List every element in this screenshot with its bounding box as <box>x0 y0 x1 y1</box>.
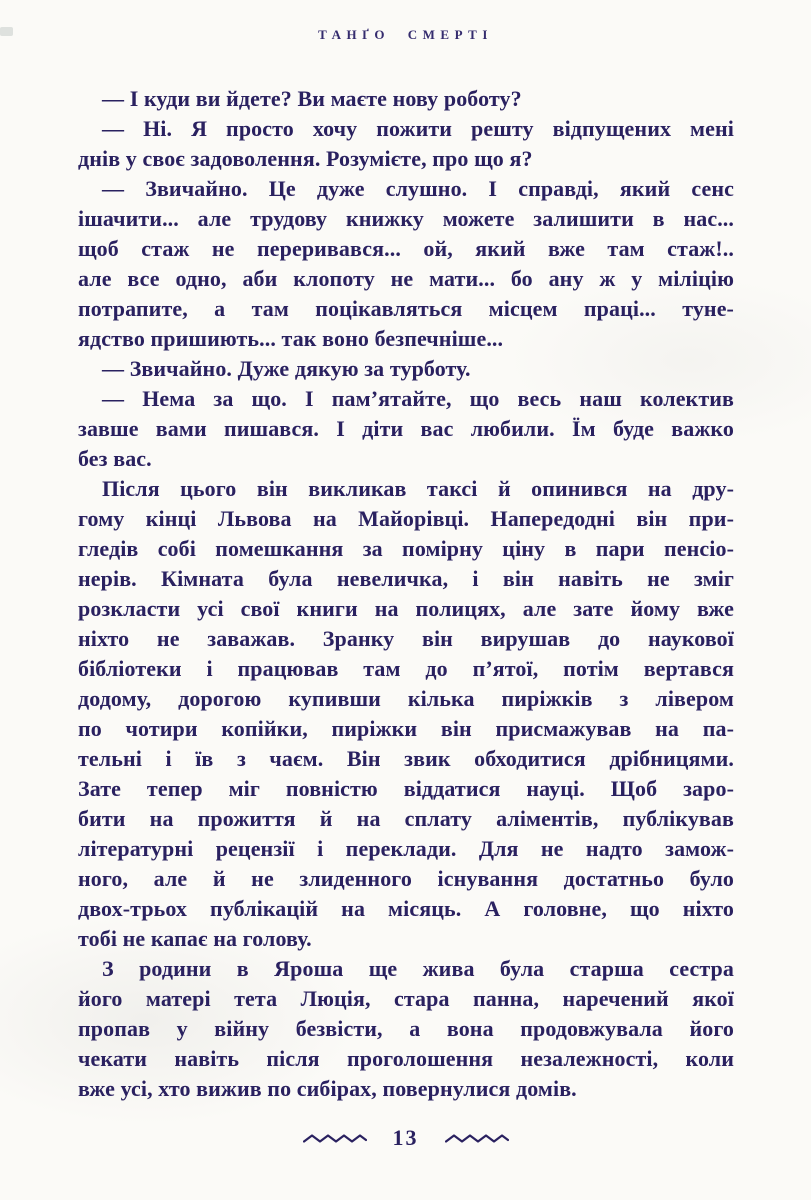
text-line: — Звичайно. Це дуже слушно. І справді, який сенс <box>102 176 734 201</box>
text-line: Зате тепер міг повністю віддатися науці. Щоб заро- <box>78 776 734 801</box>
paragraph <box>78 954 734 1104</box>
text-line: ного, але й не злиденного існування достатньо було <box>78 866 734 891</box>
text-line: ніхто не заважав. Зранку він вирушав до наукової <box>78 626 734 651</box>
text-line: вже усі, хто вижив по сибірах, повернулися домів. <box>78 1076 577 1101</box>
text-line: літературні рецензії і переклади. Для не надто замож- <box>78 836 734 861</box>
paragraph <box>78 114 734 174</box>
text-line: без вас. <box>78 446 152 471</box>
text-line: бібліотеки і працював там до п’ятої, потім вертався <box>78 656 734 681</box>
text-line: пропав у війну безвісти, а вона продовжувала його <box>78 1016 734 1041</box>
paragraph <box>78 354 734 384</box>
paragraph <box>78 474 734 954</box>
text-line: — І куди ви йдете? Ви маєте нову роботу? <box>102 86 522 111</box>
text-line: гледів собі помешкання за помірну ціну в пари пенсіо- <box>78 536 734 561</box>
paragraph <box>78 84 734 114</box>
running-header: ТАНҐО СМЕРТІ <box>318 27 493 42</box>
text-line: тельні і їв з чаєм. Він звик обходитися дрібницями. <box>78 746 734 771</box>
text-line: щоб стаж не переривався... ой, який вже там стаж!.. <box>78 236 734 261</box>
text-line: потрапите, а там поцікавляться місцем праці... туне- <box>78 296 734 321</box>
text-line: ядство пришиють... так воно безпечніше... <box>78 326 504 351</box>
paragraph <box>78 384 734 474</box>
text-line: тобі не капає на голову. <box>78 926 312 951</box>
text-line: завше вами пишався. І діти вас любили. Їм буде важко <box>78 416 734 441</box>
text-line: ішачити... але трудову книжку можете залишити в нас... <box>78 206 734 231</box>
page-number: 13 <box>392 1125 419 1150</box>
text-line: розкласти усі свої книги на полицях, але зате йому вже <box>78 596 734 621</box>
text-line: нерів. Кімната була невеличка, і він навіть не зміг <box>78 566 734 591</box>
text-line: днів у своє задоволення. Розумієте, про що я? <box>78 146 533 171</box>
text-line: гому кінці Львова на Майорівці. Напередодні він при- <box>78 506 734 531</box>
paragraph <box>78 174 734 354</box>
page-footer <box>0 1125 811 1151</box>
text-line: двох-трьох публікацій на місяць. А головне, що ніхто <box>78 896 734 921</box>
zigzag-ornament-right <box>445 1132 509 1145</box>
zigzag-ornament-left <box>303 1132 367 1145</box>
text-line: але все одно, аби клопоту не мати... бо ану ж у міліцію <box>78 266 734 291</box>
text-line: бити на прожиття й на сплату аліментів, публікував <box>78 806 734 831</box>
body-text <box>78 84 734 1104</box>
text-line: його матері тета Люція, стара панна, наречений якої <box>78 986 734 1011</box>
text-line: — Звичайно. Дуже дякую за турботу. <box>102 356 471 381</box>
text-line: З родини в Яроша ще жива була старша сестра <box>102 956 734 981</box>
text-line: додому, дорогою купивши кілька пиріжків з лівером <box>78 686 734 711</box>
text-line: — Нема за що. І пам’ятайте, що весь наш колектив <box>102 386 734 411</box>
text-line: — Ні. Я просто хочу пожити решту відпущених мені <box>102 116 734 141</box>
scan-artifact <box>0 27 13 36</box>
text-line: чекати навіть після проголошення незалежності, коли <box>78 1046 734 1071</box>
text-line: Після цього він викликав таксі й опинився на дру- <box>102 476 734 501</box>
text-line: по чотири копійки, пиріжки він присмажував на па- <box>78 716 734 741</box>
